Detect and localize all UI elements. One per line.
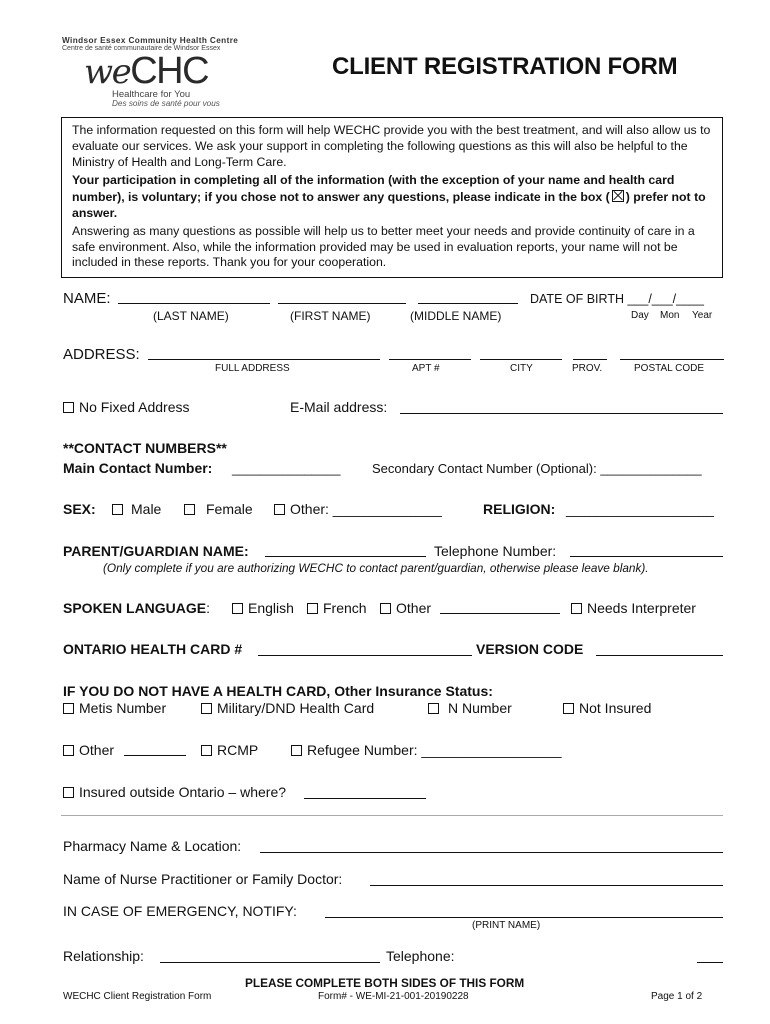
dob-field[interactable]: DATE OF BIRTH ___/___/____ xyxy=(530,292,704,306)
section-divider xyxy=(61,815,723,816)
version-code-field[interactable] xyxy=(596,655,723,656)
name-label: NAME: xyxy=(63,290,111,307)
language-colon: : xyxy=(206,600,211,616)
language-other-checkbox[interactable] xyxy=(380,603,391,614)
email-field[interactable] xyxy=(400,413,723,414)
n-number-checkbox[interactable] xyxy=(428,703,439,714)
print-name-caption: (PRINT NAME) xyxy=(472,920,541,931)
emergency-name-field[interactable] xyxy=(325,917,723,918)
dob-year-caption: Year xyxy=(692,310,713,321)
footer-form-name: WECHC Client Registration Form xyxy=(63,991,212,1002)
needs-interpreter-checkbox[interactable] xyxy=(571,603,582,614)
language-row xyxy=(63,600,215,616)
military-label: Military/DND Health Card xyxy=(217,700,375,716)
sex-label: SEX: xyxy=(63,501,96,517)
main-contact-label: Main Contact Number: xyxy=(63,460,213,476)
logo-org-fr: Centre de santé communautaire de Windsor Essex xyxy=(62,45,221,52)
relationship-field[interactable] xyxy=(160,962,380,963)
military-checkbox[interactable] xyxy=(201,703,212,714)
secondary-contact-field[interactable]: Secondary Contact Number (Optional): ______________ xyxy=(372,461,702,476)
sex-male-option[interactable] xyxy=(112,501,161,517)
religion-field[interactable]: ___________________ xyxy=(566,501,714,517)
no-fixed-address-label: No Fixed Address xyxy=(79,399,190,415)
no-fixed-address-checkbox[interactable] xyxy=(63,402,74,413)
rcmp-checkbox[interactable] xyxy=(201,745,212,756)
full-address-caption: FULL ADDRESS xyxy=(215,363,290,374)
first-name-field[interactable] xyxy=(278,303,406,304)
footer-form-number: Form# - WE-MI-21-001-20190228 xyxy=(318,991,469,1002)
pharmacy-field[interactable] xyxy=(260,852,723,853)
logo-org-en: Windsor Essex Community Health Centre xyxy=(62,36,239,45)
apt-field[interactable] xyxy=(389,359,471,360)
health-card-field[interactable] xyxy=(258,655,472,656)
refugee-checkbox[interactable] xyxy=(291,745,302,756)
rcmp-option[interactable] xyxy=(201,742,258,758)
insurance-other-checkbox[interactable] xyxy=(63,745,74,756)
sex-male-label: Male xyxy=(131,501,162,517)
language-french-option[interactable] xyxy=(307,600,367,616)
prov-caption: PROV. xyxy=(572,363,603,374)
sex-female-label: Female xyxy=(206,501,253,517)
refugee-label: Refugee Number: __________________ xyxy=(307,742,562,758)
emergency-label: IN CASE OF EMERGENCY, NOTIFY: xyxy=(63,903,297,919)
sex-other-label: Other: ______________ xyxy=(290,501,442,517)
refugee-option[interactable] xyxy=(291,742,562,758)
language-french-label: French xyxy=(323,600,367,616)
sex-female-checkbox[interactable] xyxy=(184,504,195,515)
language-other-label: Other xyxy=(396,600,432,616)
logo-wordmark-chc: CHC xyxy=(130,50,209,92)
insured-outside-ontario-option[interactable] xyxy=(63,784,286,800)
language-label: SPOKEN LANGUAGE xyxy=(63,600,207,616)
n-number-label: N Number xyxy=(448,700,512,716)
complete-both-sides-notice: PLEASE COMPLETE BOTH SIDES OF THIS FORM xyxy=(245,976,525,990)
needs-interpreter-label: Needs Interpreter xyxy=(587,600,696,616)
postal-code-field[interactable] xyxy=(620,359,724,360)
language-english-checkbox[interactable] xyxy=(232,603,243,614)
sex-other-option[interactable] xyxy=(274,501,442,517)
metis-label: Metis Number xyxy=(79,700,167,716)
sex-male-checkbox[interactable] xyxy=(112,504,123,515)
emergency-telephone-field[interactable] xyxy=(697,962,723,963)
intro-box xyxy=(61,117,723,278)
insurance-heading: IF YOU DO NOT HAVE A HEALTH CARD, Other Insurance Status: xyxy=(63,683,493,699)
language-english-option[interactable] xyxy=(232,600,294,616)
insurance-other-label: Other xyxy=(79,742,115,758)
not-insured-option[interactable] xyxy=(563,700,651,716)
pharmacy-label: Pharmacy Name & Location: xyxy=(63,838,242,854)
apt-caption: APT # xyxy=(412,363,440,374)
language-other-option[interactable] xyxy=(380,600,431,616)
city-caption: CITY xyxy=(510,363,533,374)
prov-field[interactable] xyxy=(573,359,607,360)
guardian-telephone-label: Telephone Number: xyxy=(434,543,557,559)
middle-name-caption: (MIDDLE NAME) xyxy=(410,309,502,323)
rcmp-label: RCMP xyxy=(217,742,259,758)
intro-para-1: The information requested on this form will help WECHC provide you with the best treatment, and will also allow us to evaluate our services. We ask your support in completing the following questions as this will also be helpful to the Ministry of Health and Long-Term Care. xyxy=(72,123,711,169)
religion-label: RELIGION: xyxy=(483,501,556,517)
sex-other-checkbox[interactable] xyxy=(274,504,285,515)
doctor-field[interactable] xyxy=(370,885,723,886)
insured-outside-ontario-checkbox[interactable] xyxy=(63,787,74,798)
dob-mon-caption: Mon xyxy=(660,310,680,321)
not-insured-label: Not Insured xyxy=(579,700,652,716)
footer-page-number: Page 1 of 2 xyxy=(651,991,703,1002)
insured-outside-ontario-label: Insured outside Ontario – where? xyxy=(79,784,287,800)
last-name-field[interactable] xyxy=(118,303,270,304)
contact-heading: **CONTACT NUMBERS** xyxy=(63,440,227,456)
language-other-field[interactable] xyxy=(440,613,560,614)
form-title: CLIENT REGISTRATION FORM xyxy=(332,53,678,80)
guardian-name-field[interactable] xyxy=(265,556,426,557)
insurance-other-option[interactable] xyxy=(63,742,114,758)
n-number-option[interactable] xyxy=(428,700,512,716)
metis-checkbox[interactable] xyxy=(63,703,74,714)
main-contact-field[interactable]: _______________ xyxy=(232,461,341,476)
health-card-label: ONTARIO HEALTH CARD # xyxy=(63,641,243,657)
version-code-label: VERSION CODE xyxy=(476,641,584,657)
guardian-name-label: PARENT/GUARDIAN NAME: xyxy=(63,543,249,559)
logo-wordmark-we: we xyxy=(84,52,131,92)
logo xyxy=(62,36,239,110)
no-fixed-address-option[interactable] xyxy=(63,399,190,415)
language-french-checkbox[interactable] xyxy=(307,603,318,614)
logo-wordmark xyxy=(84,51,208,92)
address-label: ADDRESS: xyxy=(63,346,140,363)
sex-female-option[interactable] xyxy=(184,501,253,517)
insured-outside-ontario-field[interactable] xyxy=(304,798,426,799)
metis-option[interactable] xyxy=(63,700,166,716)
postal-code-caption: POSTAL CODE xyxy=(634,363,705,374)
emergency-telephone-label: Telephone: xyxy=(386,948,455,964)
email-label: E-Mail address: xyxy=(290,399,388,415)
intro-para-2 xyxy=(72,172,712,222)
guardian-note: (Only complete if you are authorizing WECHC to contact parent/guardian, otherwise please leave blank). xyxy=(103,561,649,575)
language-english-label: English xyxy=(248,600,294,616)
doctor-label: Name of Nurse Practitioner or Family Doctor: xyxy=(63,871,343,887)
logo-tagline-fr: Des soins de santé pour vous xyxy=(112,99,220,108)
last-name-caption: (LAST NAME) xyxy=(153,309,229,323)
intro-para-2-after: ) prefer not to answer. xyxy=(72,189,706,221)
city-field[interactable] xyxy=(480,359,562,360)
intro-para-3: Answering as many questions as possible will help us to better meet your needs and provide continuity of care in a safe environment. Also, while the information provided may be used in evaluation reports, your name will not be included in these reports. Thank you for your cooperation. xyxy=(72,223,695,270)
intro-para-2-before: Your participation in completing all of the information (with the exception of your name and health card number), is voluntary; if you chose not to answer any questions, please indicate in the box ( xyxy=(72,173,675,204)
relationship-label: Relationship: xyxy=(63,948,144,964)
military-option[interactable] xyxy=(201,700,374,716)
insurance-other-field[interactable] xyxy=(124,755,186,756)
guardian-telephone-field[interactable] xyxy=(570,556,723,557)
dob-day-caption: Day xyxy=(631,310,649,321)
not-insured-checkbox[interactable] xyxy=(563,703,574,714)
prefer-not-box-icon xyxy=(612,190,624,202)
first-name-caption: (FIRST NAME) xyxy=(290,309,371,323)
full-address-field[interactable] xyxy=(148,359,380,360)
logo-tagline-en: Healthcare for You xyxy=(112,89,191,100)
needs-interpreter-option[interactable] xyxy=(571,600,696,616)
middle-name-field[interactable] xyxy=(418,303,518,304)
